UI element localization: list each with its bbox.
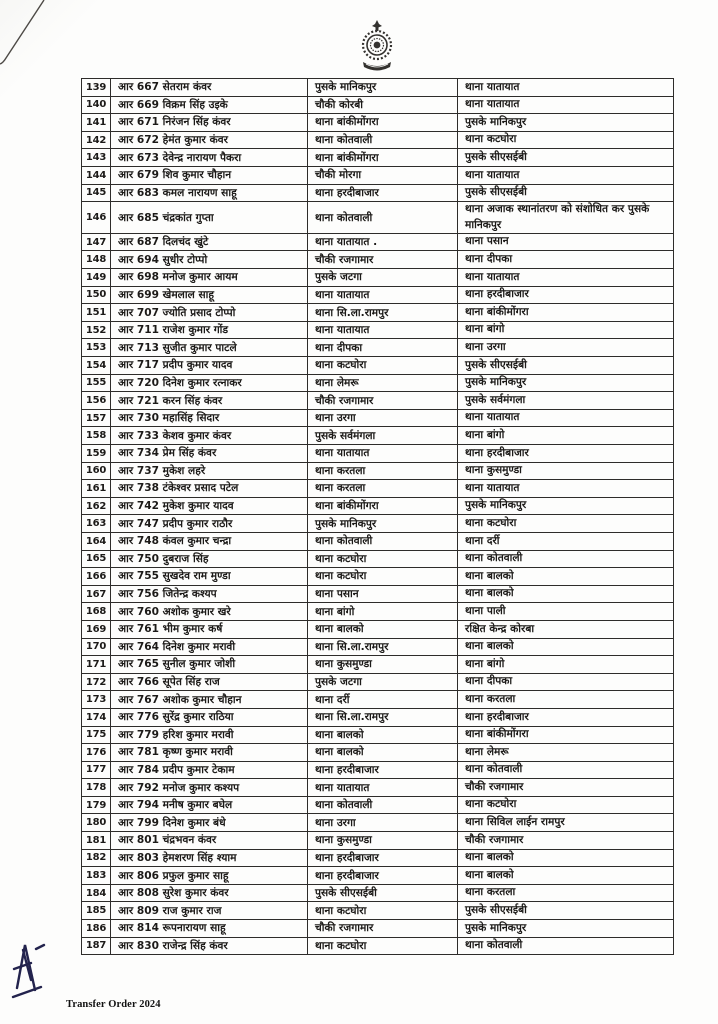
serial-cell: 157 [82,409,111,427]
from-posting-cell: थाना कोतवाली [308,131,458,149]
name-cell: आर 784 प्रदीप कुमार टेकाम [111,761,308,779]
table-row [82,656,674,674]
table-row [82,920,674,938]
table-row [82,149,674,167]
table-row [82,233,674,251]
to-posting-cell: थाना पाली [458,603,674,621]
to-posting-cell: पुसके मानिकपुर [458,374,674,392]
from-posting-cell: चौकी रजगामार [308,251,458,269]
table-row [82,867,674,885]
table-row [82,708,674,726]
from-posting-cell: थाना कटघोरा [308,357,458,375]
from-posting-cell: थाना यातायात [308,445,458,463]
name-cell: आर 720 दिनेश कुमार रत्नाकर [111,374,308,392]
from-posting-cell: थाना हरदीबाजार [308,761,458,779]
from-posting-cell: थाना कुसमुण्डा [308,656,458,674]
table-row [82,568,674,586]
to-posting-cell: थाना दीपका [458,673,674,691]
from-posting-cell: थाना बालको [308,744,458,762]
from-posting-cell: पुसके सीएसईबी [308,884,458,902]
from-posting-cell: थाना दीपका [308,339,458,357]
serial-cell: 187 [82,937,111,955]
to-posting-cell: थाना करतला [458,884,674,902]
name-cell: आर 779 हरिश कुमार मरावी [111,726,308,744]
name-cell: आर 738 टंकेश्वर प्रसाद पटेल [111,480,308,498]
to-posting-cell: थाना बांगो [458,321,674,339]
table-row [82,202,674,234]
serial-cell: 181 [82,832,111,850]
table-row [82,620,674,638]
serial-cell: 147 [82,233,111,251]
serial-cell: 177 [82,761,111,779]
serial-cell: 166 [82,568,111,586]
from-posting-cell: थाना यातायात [308,779,458,797]
from-posting-cell: पुसके सर्वमंगला [308,427,458,445]
from-posting-cell: थाना लेमरू [308,374,458,392]
to-posting-cell: थाना दीपका [458,251,674,269]
to-posting-cell: पुसके सीएसईबी [458,902,674,920]
name-cell: आर 799 दिनेश कुमार बंधे [111,814,308,832]
serial-cell: 179 [82,796,111,814]
transfer-table [81,78,674,955]
name-cell: आर 761 भीम कुमार कर्ष [111,620,308,638]
table-row [82,339,674,357]
serial-cell: 159 [82,445,111,463]
table-row [82,409,674,427]
from-posting-cell: थाना हरदीबाजार [308,184,458,202]
serial-cell: 170 [82,638,111,656]
serial-cell: 150 [82,286,111,304]
serial-cell: 152 [82,321,111,339]
table-row [82,814,674,832]
from-posting-cell: थाना उरगा [308,814,458,832]
serial-cell: 174 [82,708,111,726]
serial-cell: 183 [82,867,111,885]
table-row [82,131,674,149]
table-row [82,321,674,339]
name-cell: आर 806 प्रफुल कुमार साहू [111,867,308,885]
to-posting-cell: चौकी रजगामार [458,832,674,850]
serial-cell: 158 [82,427,111,445]
name-cell: आर 756 जितेन्द्र कश्यप [111,585,308,603]
to-posting-cell: थाना बांगो [458,427,674,445]
from-posting-cell: थाना कटघोरा [308,568,458,586]
to-posting-cell: थाना बांकीमोंगरा [458,726,674,744]
from-posting-cell: पुसके जटगा [308,269,458,287]
name-cell: आर 809 राज कुमार राज [111,902,308,920]
serial-cell: 148 [82,251,111,269]
to-posting-cell: पुसके मानिकपुर [458,114,674,132]
serial-cell: 145 [82,184,111,202]
table-row [82,603,674,621]
from-posting-cell: थाना बांगो [308,603,458,621]
name-cell: आर 721 करन सिंह कंवर [111,392,308,410]
from-posting-cell: थाना करतला [308,462,458,480]
serial-cell: 186 [82,920,111,938]
from-posting-cell: थाना कटघोरा [308,937,458,955]
name-cell: आर 673 देवेन्द्र नारायण पैकरा [111,149,308,167]
name-cell: आर 730 महासिंह सिदार [111,409,308,427]
name-cell: आर 750 दुबराज सिंह [111,550,308,568]
serial-cell: 175 [82,726,111,744]
table-row [82,497,674,515]
table-row [82,796,674,814]
table-row [82,480,674,498]
from-posting-cell: थाना उरगा [308,409,458,427]
from-posting-cell: थाना बांकीमोंगरा [308,114,458,132]
to-posting-cell: पुसके सीएसईबी [458,357,674,375]
serial-cell: 176 [82,744,111,762]
serial-cell: 154 [82,357,111,375]
table-row [82,884,674,902]
police-crest-icon [355,19,399,75]
to-posting-cell: थाना यातायात [458,79,674,97]
name-cell: आर 734 प्रेम सिंह कंवर [111,445,308,463]
table-row [82,304,674,322]
to-posting-cell: थाना यातायात [458,96,674,114]
to-posting-cell: चौकी रजगामार [458,779,674,797]
to-posting-cell: थाना हरदीबाजार [458,708,674,726]
serial-cell: 168 [82,603,111,621]
name-cell: आर 672 हेमंत कुमार कंवर [111,131,308,149]
from-posting-cell: थाना सि.ला.रामपुर [308,304,458,322]
name-cell: आर 747 प्रदीप कुमार राठौर [111,515,308,533]
serial-cell: 141 [82,114,111,132]
to-posting-cell: थाना अजाक स्थानांतरण को संशोधित कर पुसके मानिकपुर [458,202,674,234]
table-row [82,673,674,691]
serial-cell: 185 [82,902,111,920]
name-cell: आर 792 मनोज कुमार कश्यप [111,779,308,797]
to-posting-cell: थाना यातायात [458,269,674,287]
table-row [82,462,674,480]
table-row [82,374,674,392]
table-row [82,392,674,410]
table-row [82,585,674,603]
table-row [82,79,674,97]
table-row [82,445,674,463]
from-posting-cell: थाना यातायात . [308,233,458,251]
table-row [82,902,674,920]
name-cell: आर 755 सुखदेव राम मुण्डा [111,568,308,586]
to-posting-cell: थाना कुसमुण्डा [458,462,674,480]
to-posting-cell: थाना करतला [458,691,674,709]
from-posting-cell: थाना सि.ला.रामपुर [308,708,458,726]
serial-cell: 163 [82,515,111,533]
from-posting-cell: थाना कटघोरा [308,550,458,568]
from-posting-cell: थाना यातायात [308,286,458,304]
to-posting-cell: थाना सिविल लाईन रामपुर [458,814,674,832]
from-posting-cell: पुसके जटगा [308,673,458,691]
serial-cell: 153 [82,339,111,357]
table-row [82,251,674,269]
to-posting-cell: पुसके मानिकपुर [458,920,674,938]
serial-cell: 172 [82,673,111,691]
to-posting-cell: थाना कटघोरा [458,796,674,814]
serial-cell: 180 [82,814,111,832]
table-row [82,286,674,304]
from-posting-cell: थाना कोतवाली [308,202,458,234]
name-cell: आर 711 राजेश कुमार गोंड [111,321,308,339]
table-row [82,832,674,850]
to-posting-cell: थाना बालको [458,568,674,586]
table-row [82,357,674,375]
table-row [82,515,674,533]
to-posting-cell: थाना हरदीबाजार [458,445,674,463]
name-cell: आर 776 सुरेंद्र कुमार राठिया [111,708,308,726]
serial-cell: 164 [82,532,111,550]
name-cell: आर 814 रूपनारायण साहू [111,920,308,938]
footer-note: Transfer Order 2024 [66,999,161,1010]
name-cell: आर 679 शिव कुमार चौहान [111,166,308,184]
to-posting-cell: पुसके सीएसईबी [458,184,674,202]
to-posting-cell: थाना कोतवाली [458,761,674,779]
table-row [82,269,674,287]
from-posting-cell: थाना बांकीमोंगरा [308,149,458,167]
to-posting-cell: पुसके सीएसईबी [458,149,674,167]
from-posting-cell: चौकी रजगामार [308,392,458,410]
from-posting-cell: थाना दर्री [308,691,458,709]
from-posting-cell: चौकी रजगामार [308,920,458,938]
from-posting-cell: थाना पसान [308,585,458,603]
table-row [82,761,674,779]
name-cell: आर 781 कृष्ण कुमार मरावी [111,744,308,762]
serial-cell: 171 [82,656,111,674]
name-cell: आर 765 सुनील कुमार जोशी [111,656,308,674]
name-cell: आर 801 चंद्रभवन कंवर [111,832,308,850]
table-row [82,427,674,445]
name-cell: आर 698 मनोज कुमार आयम [111,269,308,287]
serial-cell: 167 [82,585,111,603]
to-posting-cell: पुसके मानिकपुर [458,497,674,515]
name-cell: आर 766 सूपेत सिंह राज [111,673,308,691]
serial-cell: 151 [82,304,111,322]
serial-cell: 140 [82,96,111,114]
to-posting-cell: थाना यातायात [458,166,674,184]
table-row [82,638,674,656]
serial-cell: 169 [82,620,111,638]
table-row [82,96,674,114]
to-posting-cell: थाना बालको [458,867,674,885]
serial-cell: 178 [82,779,111,797]
name-cell: आर 683 कमल नारायण साहू [111,184,308,202]
name-cell: आर 748 कंवल कुमार चन्द्रा [111,532,308,550]
serial-cell: 184 [82,884,111,902]
name-cell: आर 764 दिनेश कुमार मरावी [111,638,308,656]
fold-line [0,0,60,80]
table-row [82,114,674,132]
name-cell: आर 713 सुजीत कुमार पाटले [111,339,308,357]
from-posting-cell: चौकी कोरबी [308,96,458,114]
name-cell: आर 733 केशव कुमार कंवर [111,427,308,445]
name-cell: आर 667 सेतराम कंवर [111,79,308,97]
from-posting-cell: थाना करतला [308,480,458,498]
table-row [82,691,674,709]
name-cell: आर 699 खेमलाल साहू [111,286,308,304]
name-cell: आर 671 निरंजन सिंह कंवर [111,114,308,132]
name-cell: आर 707 ज्योति प्रसाद टोप्पो [111,304,308,322]
table-row [82,937,674,955]
table-row [82,184,674,202]
to-posting-cell: थाना उरगा [458,339,674,357]
table-row [82,166,674,184]
to-posting-cell: थाना हरदीबाजार [458,286,674,304]
to-posting-cell: थाना कोतवाली [458,937,674,955]
from-posting-cell: थाना हरदीबाजार [308,867,458,885]
name-cell: आर 694 सुधीर टोप्पो [111,251,308,269]
name-cell: आर 760 अशोक कुमार खरे [111,603,308,621]
handwritten-initial-mark [4,936,50,1002]
to-posting-cell: थाना कोतवाली [458,550,674,568]
from-posting-cell: थाना कुसमुण्डा [308,832,458,850]
serial-cell: 161 [82,480,111,498]
serial-cell: 149 [82,269,111,287]
from-posting-cell: थाना बालको [308,726,458,744]
serial-cell: 156 [82,392,111,410]
serial-cell: 162 [82,497,111,515]
to-posting-cell: थाना बालको [458,638,674,656]
from-posting-cell: थाना कोतवाली [308,796,458,814]
to-posting-cell: थाना यातायात [458,480,674,498]
serial-cell: 165 [82,550,111,568]
table-row [82,744,674,762]
name-cell: आर 767 अशोक कुमार चौहान [111,691,308,709]
name-cell: आर 669 विक्रम सिंह उइके [111,96,308,114]
from-posting-cell: थाना हरदीबाजार [308,849,458,867]
name-cell: आर 685 चंद्रकांत गुप्ता [111,202,308,234]
to-posting-cell: थाना कटघोरा [458,131,674,149]
name-cell: आर 808 सुरेश कुमार कंवर [111,884,308,902]
name-cell: आर 737 मुकेश लहरे [111,462,308,480]
serial-cell: 160 [82,462,111,480]
from-posting-cell: चौकी मोरगा [308,166,458,184]
table-row [82,532,674,550]
table-row [82,779,674,797]
name-cell: आर 794 मनीष कुमार बघेल [111,796,308,814]
to-posting-cell: थाना बांकीमोंगरा [458,304,674,322]
serial-cell: 155 [82,374,111,392]
table-row [82,550,674,568]
name-cell: आर 830 राजेन्द्र सिंह कंवर [111,937,308,955]
from-posting-cell: थाना यातायात [308,321,458,339]
from-posting-cell: थाना बांकीमोंगरा [308,497,458,515]
serial-cell: 142 [82,131,111,149]
name-cell: आर 687 दिलचंद खुंटे [111,233,308,251]
name-cell: आर 742 मुकेश कुमार यादव [111,497,308,515]
serial-cell: 144 [82,166,111,184]
from-posting-cell: थाना कोतवाली [308,532,458,550]
serial-cell: 146 [82,202,111,234]
to-posting-cell: थाना यातायात [458,409,674,427]
to-posting-cell: थाना दर्री [458,532,674,550]
table-row [82,726,674,744]
from-posting-cell: थाना सि.ला.रामपुर [308,638,458,656]
from-posting-cell: थाना कटघोरा [308,902,458,920]
to-posting-cell: थाना बांगो [458,656,674,674]
name-cell: आर 803 हेमशरण सिंह श्याम [111,849,308,867]
table-row [82,849,674,867]
from-posting-cell: थाना बालको [308,620,458,638]
to-posting-cell: पुसके सर्वमंगला [458,392,674,410]
name-cell: आर 717 प्रदीप कुमार यादव [111,357,308,375]
serial-cell: 173 [82,691,111,709]
to-posting-cell: थाना बालको [458,849,674,867]
from-posting-cell: पुसके मानिकपुर [308,79,458,97]
serial-cell: 139 [82,79,111,97]
serial-cell: 143 [82,149,111,167]
to-posting-cell: थाना कटघोरा [458,515,674,533]
to-posting-cell: रक्षित केन्द्र कोरबा [458,620,674,638]
to-posting-cell: थाना बालको [458,585,674,603]
serial-cell: 182 [82,849,111,867]
from-posting-cell: पुसके मानिकपुर [308,515,458,533]
to-posting-cell: थाना पसान [458,233,674,251]
to-posting-cell: थाना लेमरू [458,744,674,762]
